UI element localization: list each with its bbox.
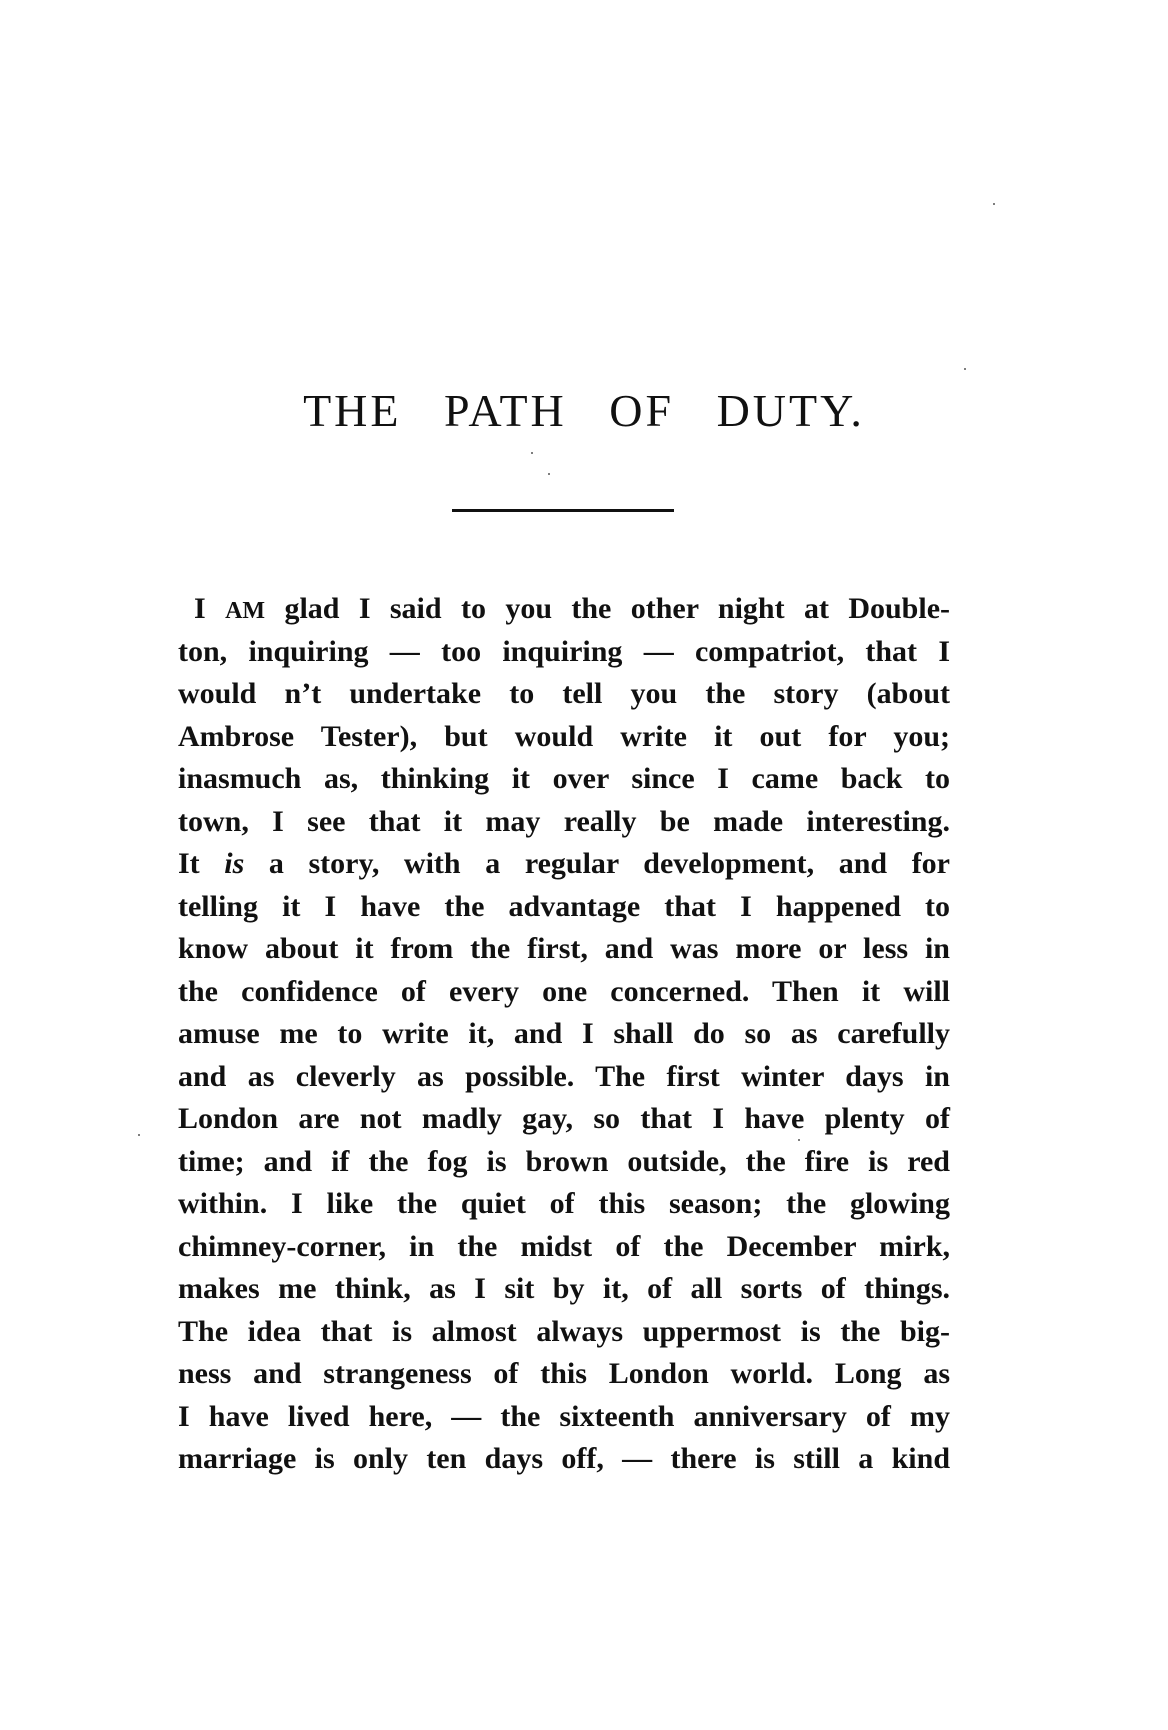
paragraph-line: would n’t undertake to tell you the story (about	[178, 677, 950, 710]
title-rule-divider	[452, 509, 674, 512]
chapter-title: THE PATH OF DUTY.	[303, 385, 865, 436]
scan-speck	[964, 368, 966, 370]
paragraph-line: town, I see that it may really be made interesting.	[178, 804, 950, 838]
paragraph-line: ton, inquiring — too inquiring — compatriot, that I	[178, 634, 950, 668]
scan-speck	[138, 1134, 140, 1136]
paragraph-line: London are not madly gay, so that I have plenty of	[178, 1102, 950, 1135]
paragraph-line: time; and if the fog is brown outside, the fire is red	[178, 1144, 950, 1178]
paragraph-line: It is a story, with a regular development, and for	[178, 847, 951, 880]
opening-word: I	[194, 592, 206, 625]
scan-speck	[798, 1139, 800, 1141]
paragraph-line: inasmuch as, thinking it over since I came back to	[178, 762, 950, 795]
paragraph-line: know about it from the first, and was more or less in	[178, 932, 950, 965]
paragraph-line: within. I like the quiet of this season; the glowing	[178, 1187, 950, 1220]
paragraph-line: telling it I have the advantage that I happened to	[178, 889, 950, 923]
paragraph-line: makes me think, as I sit by it, of all sorts of things.	[178, 1272, 950, 1305]
body-paragraph	[178, 588, 950, 1481]
opening-line-rest: glad I said to you the other night at Double-	[265, 592, 951, 625]
paragraph-line: amuse me to write it, and I shall do so as carefully	[178, 1017, 950, 1050]
paragraph-line: and as cleverly as possible. The first winter days in	[178, 1059, 950, 1093]
paragraph-line-1	[178, 588, 950, 631]
scan-speck	[531, 452, 533, 454]
paragraph-line: marriage is only ten days off, — there is still a kind	[178, 1442, 950, 1475]
paragraph-line: The idea that is almost always uppermost is the big-	[178, 1314, 950, 1348]
paragraph-line: Ambrose Tester), but would write it out for you;	[178, 719, 950, 753]
paragraph-line: chimney-corner, in the midst of the December mirk,	[178, 1229, 950, 1263]
scan-speck	[548, 473, 550, 475]
paragraph-line: the confidence of every one concerned. Then it will	[178, 974, 950, 1008]
paragraph-line: ness and strangeness of this London world. Long as	[178, 1357, 950, 1390]
scan-speck	[993, 203, 995, 205]
opening-small-caps: AM	[225, 598, 266, 624]
paragraph-line: I have lived here, — the sixteenth anniversary of my	[178, 1399, 950, 1433]
emphasis-word: is	[224, 847, 245, 880]
